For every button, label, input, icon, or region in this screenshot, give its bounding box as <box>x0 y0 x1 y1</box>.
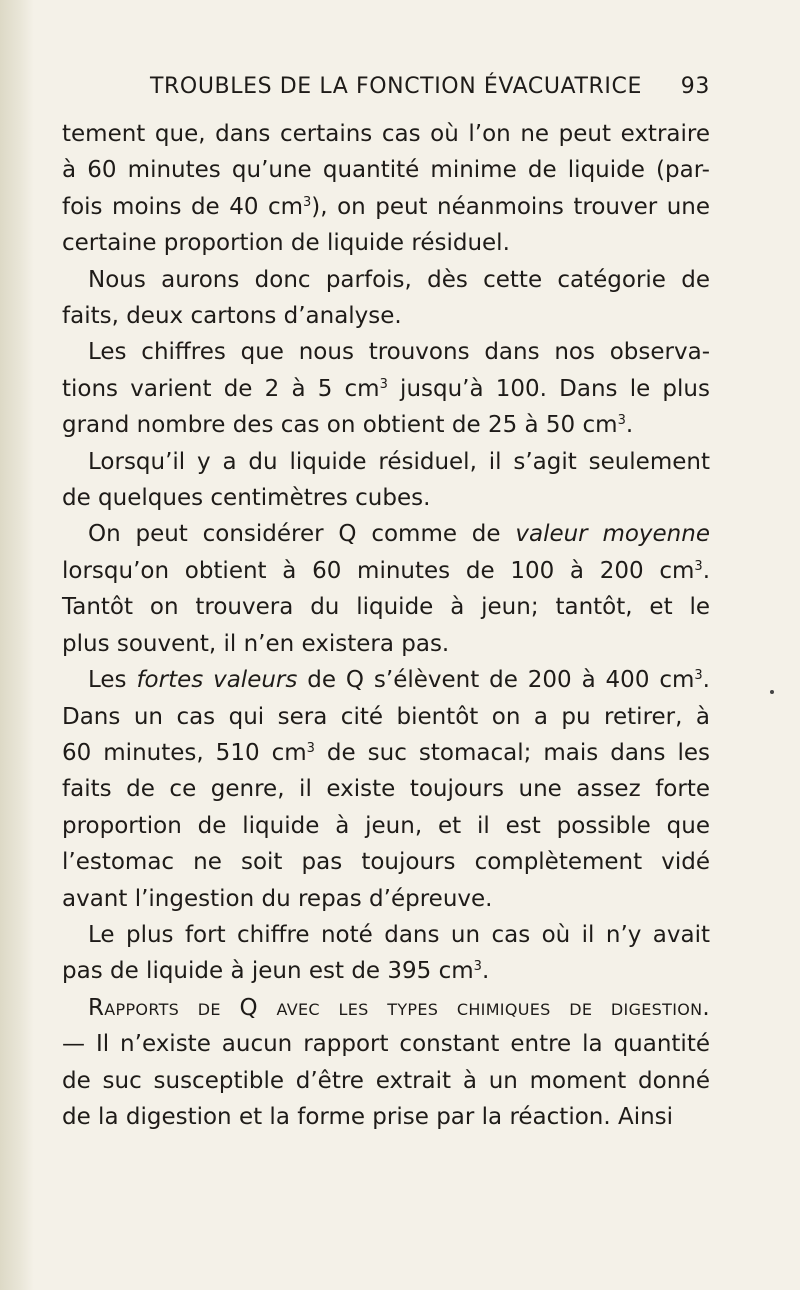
text-line <box>62 626 710 662</box>
text-line <box>62 735 710 771</box>
text-line <box>62 116 710 152</box>
text-line <box>62 189 710 225</box>
text-line <box>62 444 710 480</box>
text-span: On peut considérer Q comme de <box>88 521 516 548</box>
text-line <box>62 990 710 1026</box>
text-line <box>62 152 710 188</box>
text-span: ), on peut néanmoins trouver une <box>311 193 710 220</box>
text-line <box>62 771 710 807</box>
text-span: . <box>702 557 710 584</box>
page-number: 93 <box>680 74 710 99</box>
text-span: faits de ce genre, il existe toujours une assez forte <box>62 776 710 803</box>
superscript: 3 <box>303 194 312 210</box>
superscript: 3 <box>306 740 315 756</box>
text-span: Les <box>88 667 137 694</box>
text-line <box>62 516 710 552</box>
text-span: 60 minutes, 510 cm <box>62 739 307 766</box>
superscript: 3 <box>473 959 482 975</box>
text-span: Lorsqu’il y a du liquide résiduel, il s’agit seulement <box>88 448 710 475</box>
text-line <box>62 844 710 880</box>
superscript: 3 <box>694 668 703 684</box>
text-line <box>62 699 710 735</box>
superscript: 3 <box>694 558 703 574</box>
text-line <box>62 589 710 625</box>
text-span: Le plus fort chiffre noté dans un cas où il n’y avait <box>88 921 710 948</box>
page-edge-shadow <box>0 0 34 1290</box>
text-line <box>62 298 710 334</box>
italic-phrase: fortes valeurs <box>136 667 298 694</box>
italic-phrase: valeur moyenne <box>515 521 710 548</box>
text-span: avant l’ingestion du repas d’épreuve. <box>62 885 493 912</box>
text-line <box>62 1063 710 1099</box>
section-heading: Rapports de Q avec les types chimiques de digestion. <box>88 994 710 1021</box>
text-span: . <box>481 958 490 985</box>
text-span: jusqu’à 100. Dans le plus <box>387 375 710 402</box>
text-line <box>62 553 710 589</box>
text-span: de quelques centimètres cubes. <box>62 485 431 512</box>
text-line <box>62 1026 710 1062</box>
text-line <box>62 371 710 407</box>
text-span: fois moins de 40 cm <box>62 193 304 220</box>
text-span: Tantôt on trouvera du liquide à jeun; tantôt, et le <box>62 594 710 621</box>
text-line <box>62 480 710 516</box>
text-span: faits, deux cartons d’analyse. <box>62 303 402 330</box>
text-span: Dans un cas qui sera cité bientôt on a pu retirer, à <box>62 703 710 730</box>
text-span: de suc susceptible d’être extrait à un moment donné <box>62 1067 710 1094</box>
text-span: Nous aurons donc parfois, dès cette catégorie de <box>88 266 710 293</box>
running-header <box>150 74 710 108</box>
superscript: 3 <box>617 413 626 429</box>
text-line <box>62 334 710 370</box>
text-span: tement que, dans certains cas où l’on ne peut extraire <box>62 121 710 147</box>
text-span: plus souvent, il n’en existera pas. <box>62 630 450 657</box>
margin-dot <box>770 690 774 694</box>
text-line <box>62 1099 710 1135</box>
text-span: proportion de liquide à jeun, et il est possible que <box>62 812 710 839</box>
text-line <box>62 662 710 698</box>
running-title: TROUBLES DE LA FONCTION ÉVACUATRICE <box>150 74 642 99</box>
text-span: de la digestion et la forme prise par la réaction. Ainsi <box>62 1103 674 1130</box>
text-span: grand nombre des cas on obtient de 25 à 50 cm <box>62 412 618 439</box>
text-span: de Q s’élèvent de 200 à 400 cm <box>297 667 695 694</box>
text-span: l’estomac ne soit pas toujours complètement vidé <box>62 849 710 876</box>
text-span: pas de liquide à jeun est de 395 cm <box>62 958 474 985</box>
text-span: Les chiffres que nous trouvons dans nos observa- <box>88 339 710 366</box>
text-span: de suc stomacal; mais dans les <box>314 739 710 766</box>
body-text <box>62 116 710 1135</box>
text-span: lorsqu’on obtient à 60 minutes de 100 à 200 cm <box>62 557 695 584</box>
text-line <box>62 262 710 298</box>
text-span: . <box>702 667 710 694</box>
text-span: — Il n’existe aucun rapport constant entre la quantité <box>62 1031 710 1058</box>
text-span: certaine proportion de liquide résiduel. <box>62 230 510 257</box>
text-line <box>62 225 710 261</box>
text-line <box>62 881 710 917</box>
text-line <box>62 808 710 844</box>
text-line <box>62 407 710 443</box>
text-line <box>62 953 710 989</box>
superscript: 3 <box>379 376 388 392</box>
text-line <box>62 917 710 953</box>
text-span: à 60 minutes qu’une quantité minime de liquide (par- <box>62 157 710 184</box>
text-span: . <box>625 412 634 439</box>
text-span: tions varient de 2 à 5 cm <box>62 375 380 402</box>
